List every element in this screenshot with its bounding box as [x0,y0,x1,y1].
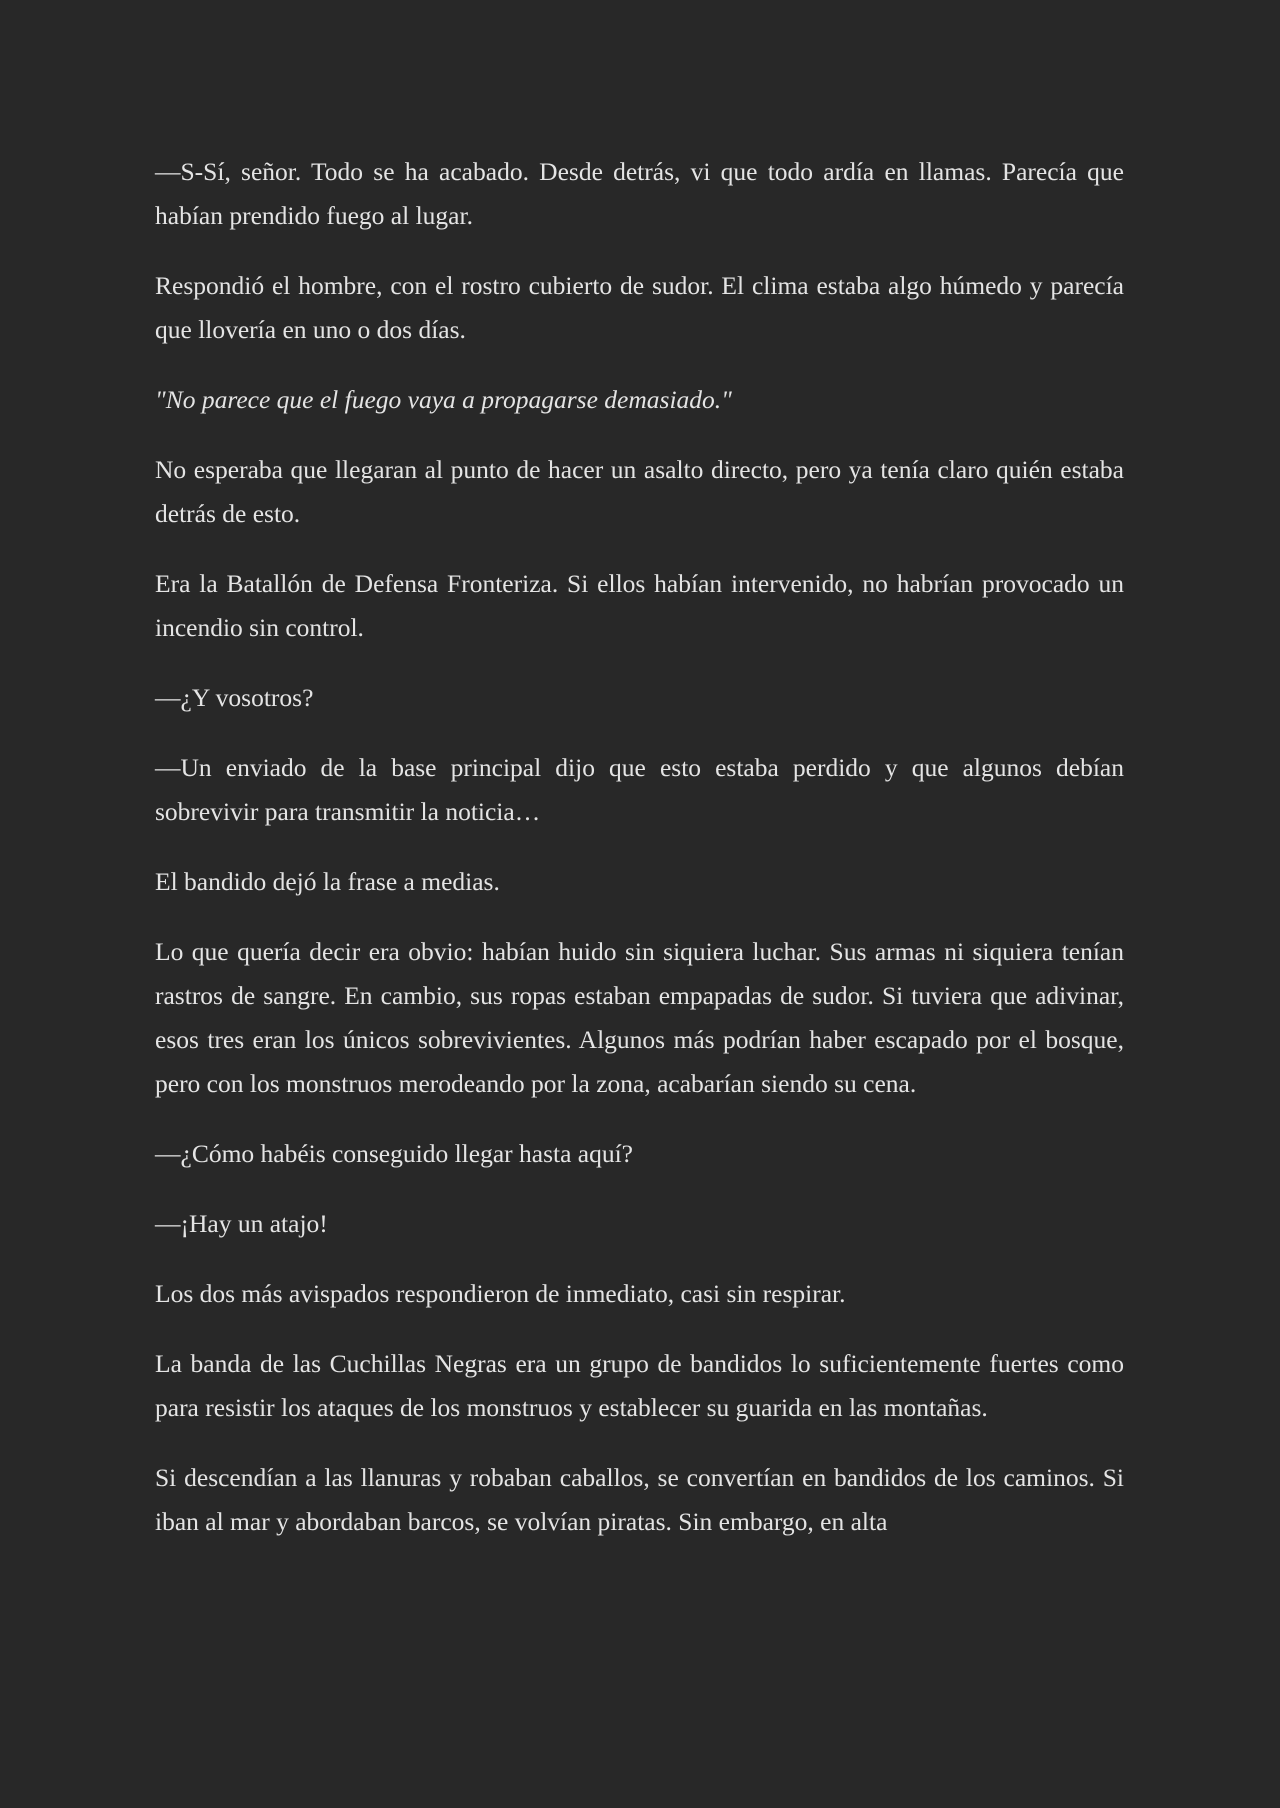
paragraph-2: Respondió el hombre, con el rostro cubierto de sudor. El clima estaba algo húmedo y parecía que llovería en uno o dos días. [155,271,1124,344]
paragraph-13: La banda de las Cuchillas Negras era un grupo de bandidos lo suficientemente fuertes como para resistir los ataques de los monstruos y establecer su guarida en las montañas. [155,1349,1124,1422]
paragraph-8: El bandido dejó la frase a medias. [155,867,500,896]
paragraph-4: No esperaba que llegaran al punto de hacer un asalto directo, pero ya tenía claro quién estaba detrás de esto. [155,455,1124,528]
paragraph-1: —S-Sí, señor. Todo se ha acabado. Desde detrás, vi que todo ardía en llamas. Parecía que habían prendido fuego al lugar. [155,157,1124,230]
paragraph-10: —¿Cómo habéis conseguido llegar hasta aquí? [155,1139,633,1168]
paragraph-3-thought: "No parece que el fuego vaya a propagarse demasiado." [155,385,732,414]
paragraph-7: —Un enviado de la base principal dijo que esto estaba perdido y que algunos debían sobrevivir para transmitir la noticia… [155,753,1124,826]
paragraph-14: Si descendían a las llanuras y robaban caballos, se convertían en bandidos de los caminos. Si iban al mar y abordaban barcos, se volvían piratas. Sin embargo, en alta [155,1463,1124,1536]
paragraph-6: —¿Y vosotros? [155,683,314,712]
paragraph-5: Era la Batallón de Defensa Fronteriza. Si ellos habían intervenido, no habrían provocado un incendio sin control. [155,569,1124,642]
paragraph-12: Los dos más avispados respondieron de inmediato, casi sin respirar. [155,1279,846,1308]
paragraph-11: —¡Hay un atajo! [155,1209,328,1238]
paragraph-9: Lo que quería decir era obvio: habían huido sin siquiera luchar. Sus armas ni siquiera tenían rastros de sangre. En cambio, sus ropas estaban empapadas de sudor. Si tuviera que adivinar, esos tres eran los únicos sobrevivientes. Algunos más podrían haber escapado por el bosque, pero con los monstruos merodeando por la zona, acabarían siendo su cena. [155,937,1124,1098]
reading-pane [155,150,1124,1570]
